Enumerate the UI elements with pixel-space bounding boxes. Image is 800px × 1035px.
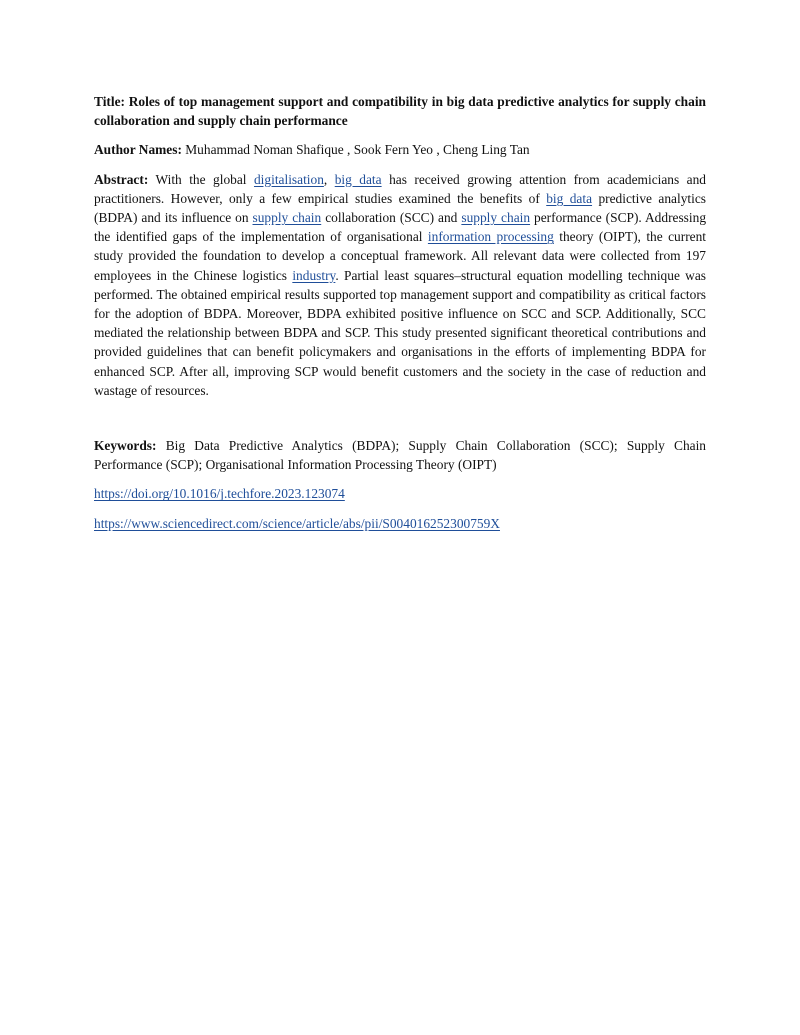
title-paragraph: [94, 92, 706, 130]
abstract-text: predictive analytics (BDPA) and its influence on: [94, 190, 706, 226]
sciencedirect-link[interactable]: https://www.sciencedirect.com/science/article/abs/pii/S004016252300759X: [94, 515, 500, 531]
title-label: Title:: [94, 94, 125, 109]
abstract-paragraph: [94, 170, 706, 400]
abstract-text: performance (SCP). Addressing the identified gaps of the implementation of organisational: [94, 210, 707, 245]
abstract-label: Abstract:: [94, 171, 149, 187]
paper-title: Roles of top management support and compatibility in big data predictive analytics for supply chain collaboration and supply chain performance: [94, 94, 706, 129]
keywords-text: Big Data Predictive Analytics (BDPA); Supply Chain Collaboration (SCC); Supply Chain Performance (SCP); Organisational Information Processing Theory (OIPT): [94, 438, 706, 473]
link-big-data-2[interactable]: big data: [546, 190, 593, 206]
link-digitalisation[interactable]: digitalisation: [253, 171, 324, 187]
abstract-text: . Partial least squares–structural equation modelling technique was performed. The obtained empirical results supported top management support and compatibility as critical factors for the adoption of BDPA. Moreover, BDPA exhibited positive influence on SCC and SCP. Additionally, SCC mediated the relationship between BDPA and SCP. This study presented significant theoretical contributions and provided guidelines that can benefit policymakers and organisations in the efforts of implementing BDPA for enhanced SCP. After all, improving SCP would benefit customers and the society in the case of reduction and wastage of resources.: [94, 267, 707, 398]
authors-label: Author Names:: [94, 142, 182, 158]
doi-link[interactable]: https://doi.org/10.1016/j.techfore.2023.123074: [94, 486, 345, 502]
keywords-label: Keywords:: [94, 438, 157, 454]
abstract-text: theory (OIPT), the current study provided the foundation to develop a conceptual framework. All relevant data were collected from 197 employees in the Chinese logistics: [94, 229, 707, 283]
doi-row: [94, 484, 706, 503]
link-information-processing[interactable]: information processing: [427, 229, 554, 245]
link-supply-chain[interactable]: supply chain: [252, 210, 322, 226]
document-page: [94, 92, 706, 543]
link-supply-chain-2[interactable]: supply chain: [461, 210, 531, 226]
abstract-text: collaboration (SCC) and: [321, 210, 462, 226]
abstract-text: ,: [323, 171, 335, 187]
abstract-text: has received growing attention from academicians and practitioners. However, only a few empirical studies examined the benefits of: [94, 171, 707, 206]
keywords-paragraph: [94, 436, 706, 474]
authors-paragraph: [94, 140, 706, 159]
spacer: [94, 410, 706, 436]
sciencedirect-row: [94, 514, 706, 533]
link-industry[interactable]: industry: [292, 267, 336, 283]
author-names: Muhammad Noman Shafique , Sook Fern Yeo , Cheng Ling Tan: [185, 142, 530, 158]
abstract-text: With the global: [148, 171, 254, 187]
link-big-data[interactable]: big data: [334, 171, 382, 187]
